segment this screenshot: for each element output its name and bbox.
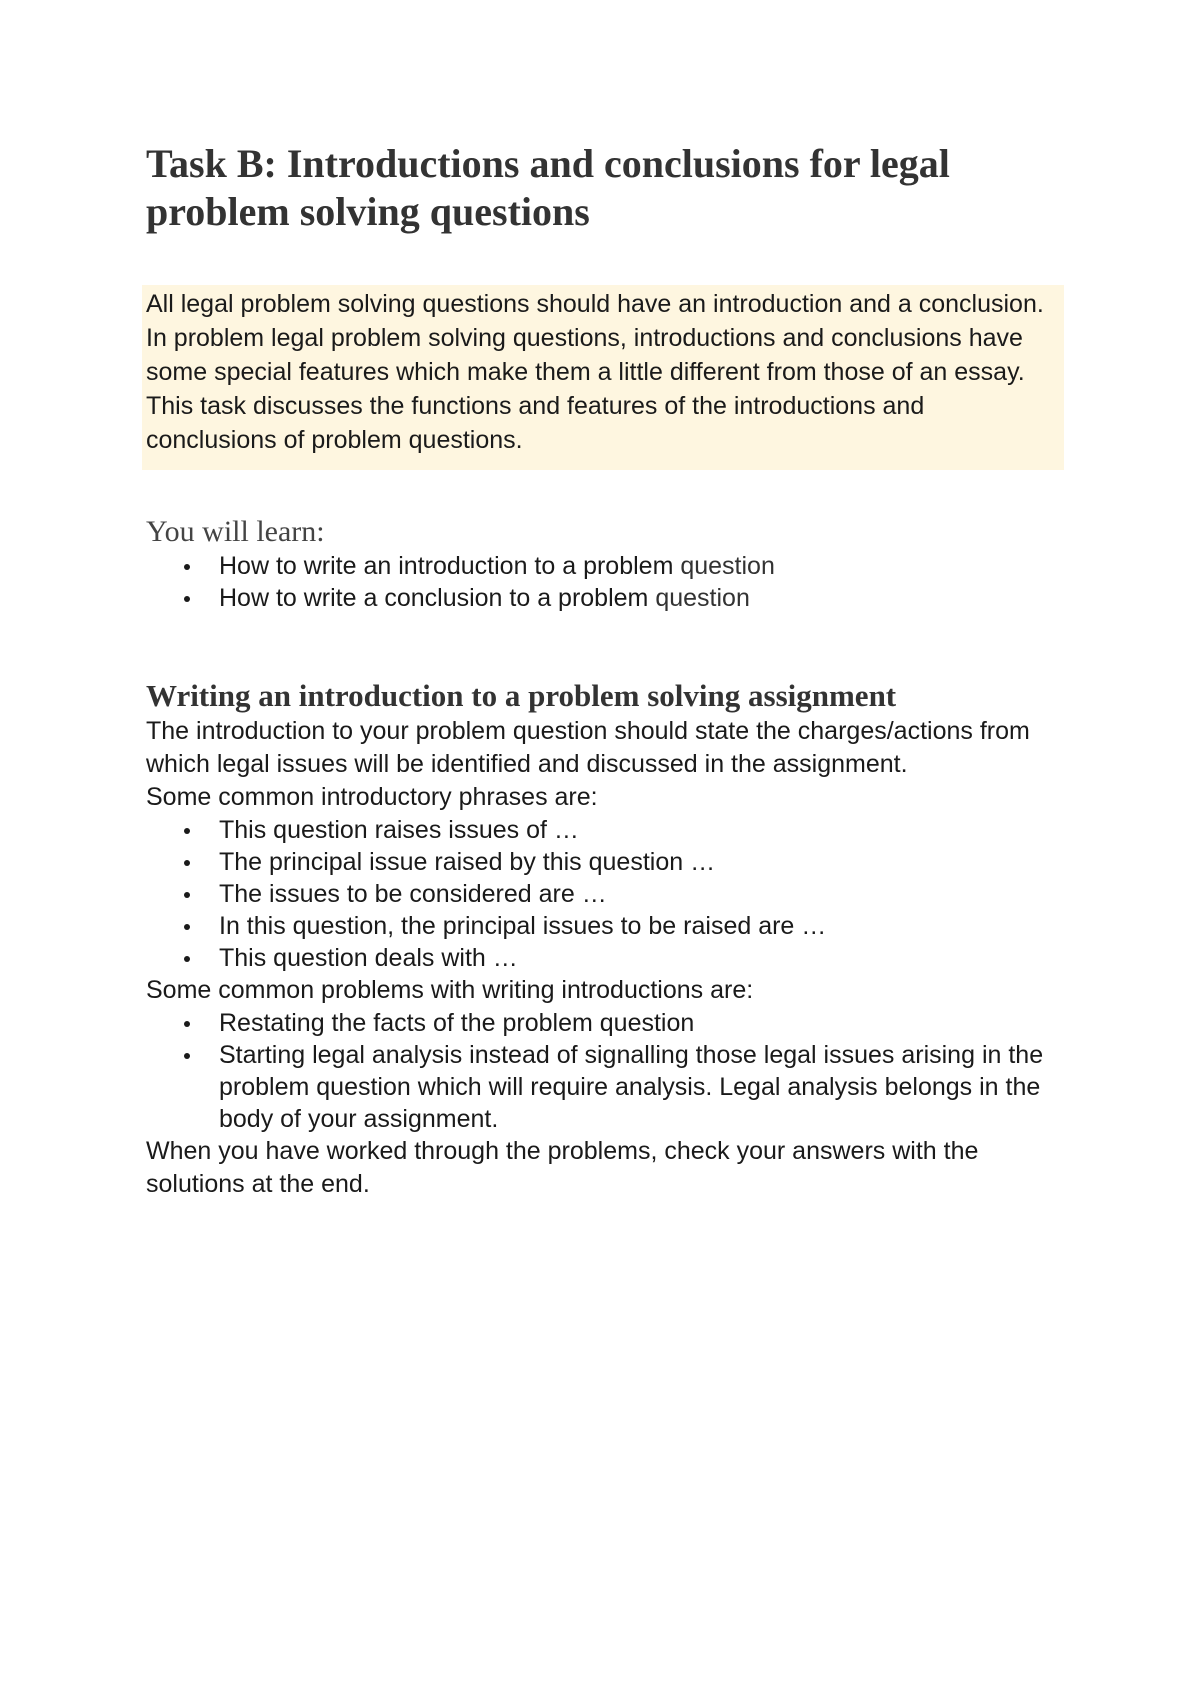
bullet-icon (184, 564, 190, 570)
page-title: Task B: Introductions and conclusions for legal problem solving questions (146, 141, 950, 234)
list-item (146, 582, 1066, 614)
list-item (146, 550, 1066, 582)
bullet-icon (184, 956, 190, 962)
bullet-icon (184, 1021, 190, 1027)
phrases-list (146, 814, 1066, 974)
intro-highlight-box: All legal problem solving questions should have an introduction and a conclusion. In problem legal problem solving questions, introductions and conclusions have some special features which make them a little different from those of an essay. This task discusses the functions and features of the introductions and conclusions of problem questions. (142, 285, 1064, 470)
learn-heading: You will learn: (146, 515, 325, 548)
bullet-icon (184, 860, 190, 866)
phrase-text: The principal issue raised by this question … (219, 848, 716, 876)
bullet-icon (184, 828, 190, 834)
bullet-icon (184, 892, 190, 898)
bullet-icon (184, 924, 190, 930)
list-item (146, 942, 1066, 974)
document-content (146, 140, 1066, 1201)
bullet-icon (184, 1053, 190, 1059)
section-heading: Writing an introduction to a problem solving assignment (146, 678, 897, 713)
phrase-text: In this question, the principal issues to be raised are … (219, 912, 827, 940)
problem-text: Starting legal analysis instead of signalling those legal issues arising in the problem question which will require analysis. Legal analysis belongs in the body of your assignment. (219, 1041, 1044, 1133)
closing-paragraph: When you have worked through the problems, check your answers with the solutions at the end. (146, 1137, 979, 1198)
list-item (146, 878, 1066, 910)
bullet-icon (184, 596, 190, 602)
section-intro-paragraph: The introduction to your problem question should state the charges/actions from which legal issues will be identified and discussed in the assignment. (146, 717, 1030, 778)
learn-item-tail: question (655, 584, 750, 612)
list-item (146, 1039, 1066, 1135)
phrase-text: This question deals with … (219, 944, 518, 972)
phrase-text: This question raises issues of … (219, 816, 579, 844)
list-item (146, 1007, 1066, 1039)
problem-text: Restating the facts of the problem question (219, 1009, 695, 1037)
learn-item-lead: How to write an introduction to a problem (219, 552, 681, 580)
problems-list (146, 1007, 1066, 1135)
learn-list (146, 550, 1066, 614)
list-item (146, 846, 1066, 878)
problems-label: Some common problems with writing introductions are: (146, 976, 754, 1004)
phrases-label: Some common introductory phrases are: (146, 783, 598, 811)
list-item (146, 814, 1066, 846)
phrase-text: The issues to be considered are … (219, 880, 607, 908)
learn-item-lead: How to write a conclusion to a problem (219, 584, 656, 612)
list-item (146, 910, 1066, 942)
learn-item-tail: question (680, 552, 775, 580)
